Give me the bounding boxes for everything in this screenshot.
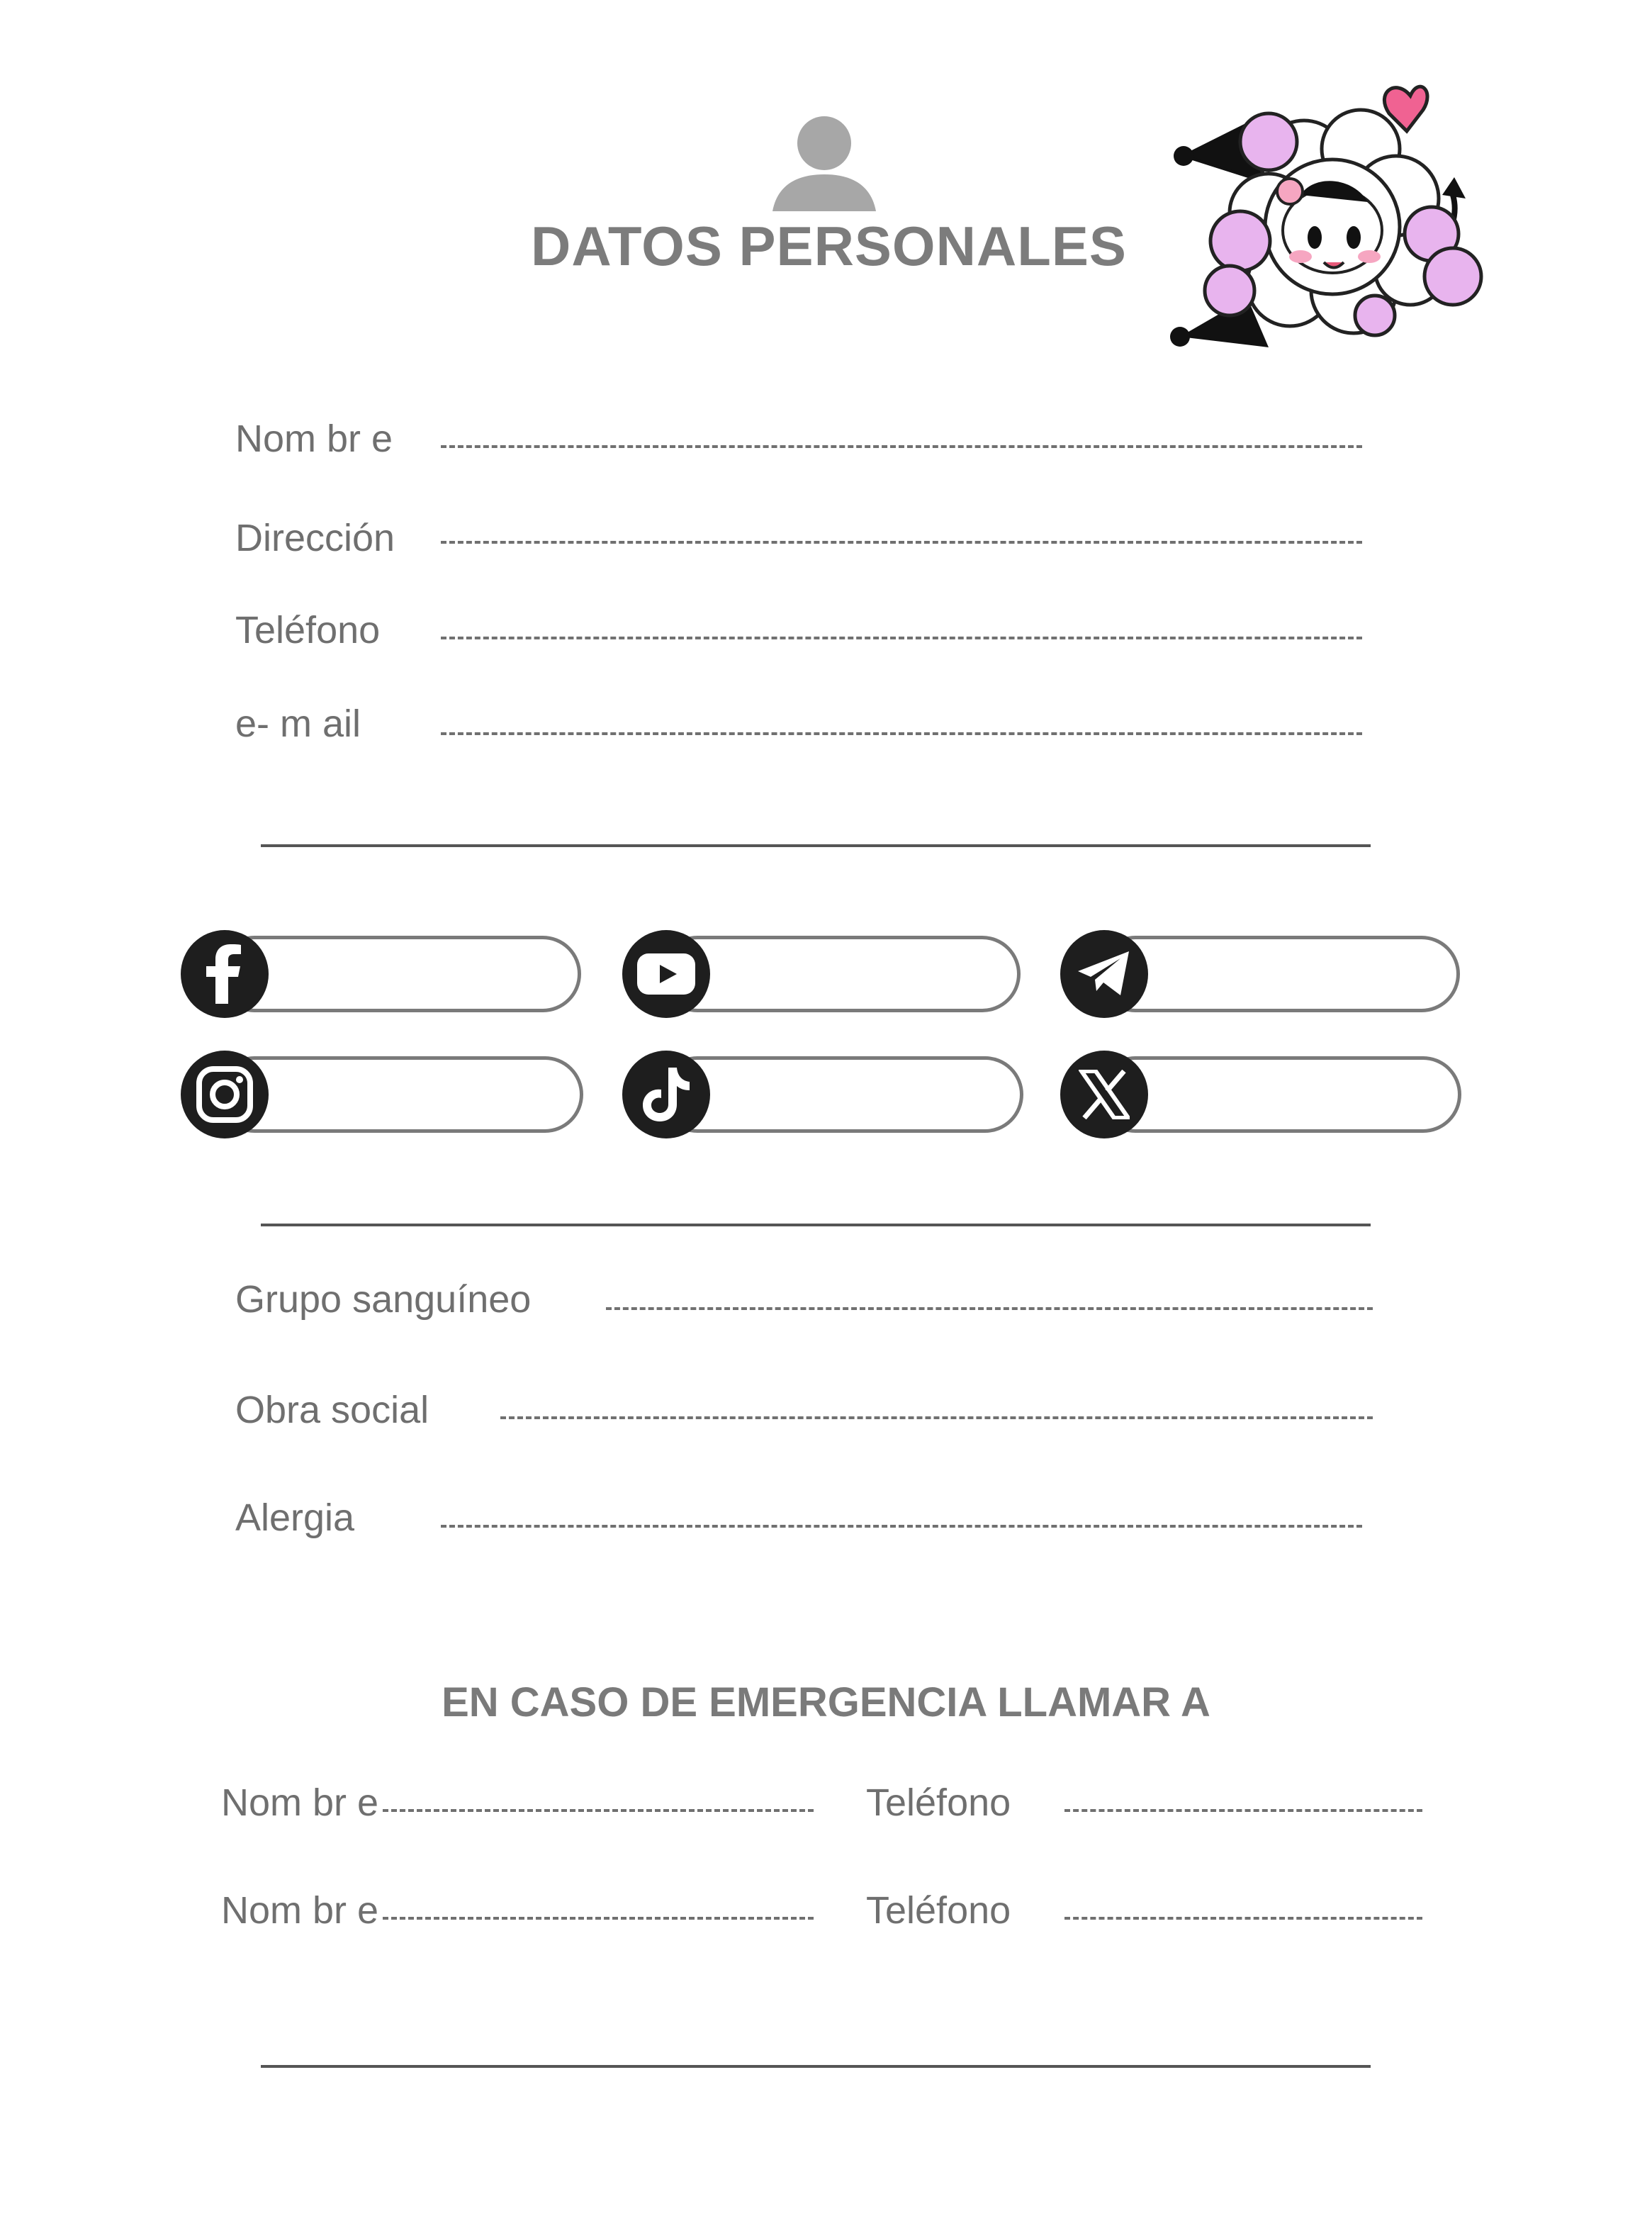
obra-social-input-line[interactable] bbox=[500, 1416, 1373, 1419]
x-twitter-field[interactable] bbox=[1097, 1056, 1461, 1133]
tiktok-field[interactable] bbox=[659, 1056, 1023, 1133]
telegram-icon bbox=[1060, 930, 1148, 1018]
facebook-field[interactable] bbox=[216, 936, 581, 1012]
youtube-icon bbox=[622, 930, 710, 1018]
grupo-sanguineo-input-line[interactable] bbox=[606, 1307, 1373, 1310]
field-label-grupo-sanguineo: Grupo sanguíneo bbox=[235, 1278, 532, 1321]
emergency-name-label: Nom br e bbox=[221, 1781, 379, 1824]
section-divider bbox=[261, 844, 1371, 847]
field-label-obra-social: Obra social bbox=[235, 1389, 429, 1431]
emergency-name-input-line[interactable] bbox=[383, 1917, 814, 1920]
section-divider bbox=[261, 1224, 1371, 1226]
tiktok-icon bbox=[622, 1051, 710, 1138]
emergency-phone-label: Teléfono bbox=[866, 1889, 1011, 1932]
field-label-alergia: Alergia bbox=[235, 1496, 355, 1539]
youtube-field[interactable] bbox=[659, 936, 1021, 1012]
field-label-telefono: Teléfono bbox=[235, 609, 381, 651]
emergency-phone-input-line[interactable] bbox=[1064, 1917, 1422, 1920]
emergency-title: EN CASO DE EMERGENCIA LLAMAR A bbox=[442, 1679, 1210, 1725]
field-label-direccion: Dirección bbox=[235, 517, 395, 559]
user-silhouette-icon bbox=[771, 113, 877, 213]
email-input-line[interactable] bbox=[441, 732, 1362, 735]
direccion-input-line[interactable] bbox=[441, 541, 1362, 544]
mascot-sticker-icon bbox=[1162, 57, 1502, 362]
telefono-input-line[interactable] bbox=[441, 637, 1362, 639]
emergency-name-label: Nom br e bbox=[221, 1889, 379, 1932]
section-divider bbox=[261, 2065, 1371, 2068]
instagram-field[interactable] bbox=[216, 1056, 583, 1133]
instagram-icon bbox=[181, 1051, 269, 1138]
field-label-email: e- m ail bbox=[235, 703, 361, 745]
page-title: DATOS PERSONALES bbox=[531, 215, 1127, 277]
facebook-icon bbox=[181, 930, 269, 1018]
nombre-input-line[interactable] bbox=[441, 445, 1362, 448]
emergency-phone-label: Teléfono bbox=[866, 1781, 1011, 1824]
x-icon bbox=[1060, 1051, 1148, 1138]
field-label-nombre: Nom br e bbox=[235, 418, 393, 460]
emergency-name-input-line[interactable] bbox=[383, 1809, 814, 1812]
telegram-field[interactable] bbox=[1097, 936, 1460, 1012]
alergia-input-line[interactable] bbox=[441, 1525, 1362, 1528]
emergency-phone-input-line[interactable] bbox=[1064, 1809, 1422, 1812]
